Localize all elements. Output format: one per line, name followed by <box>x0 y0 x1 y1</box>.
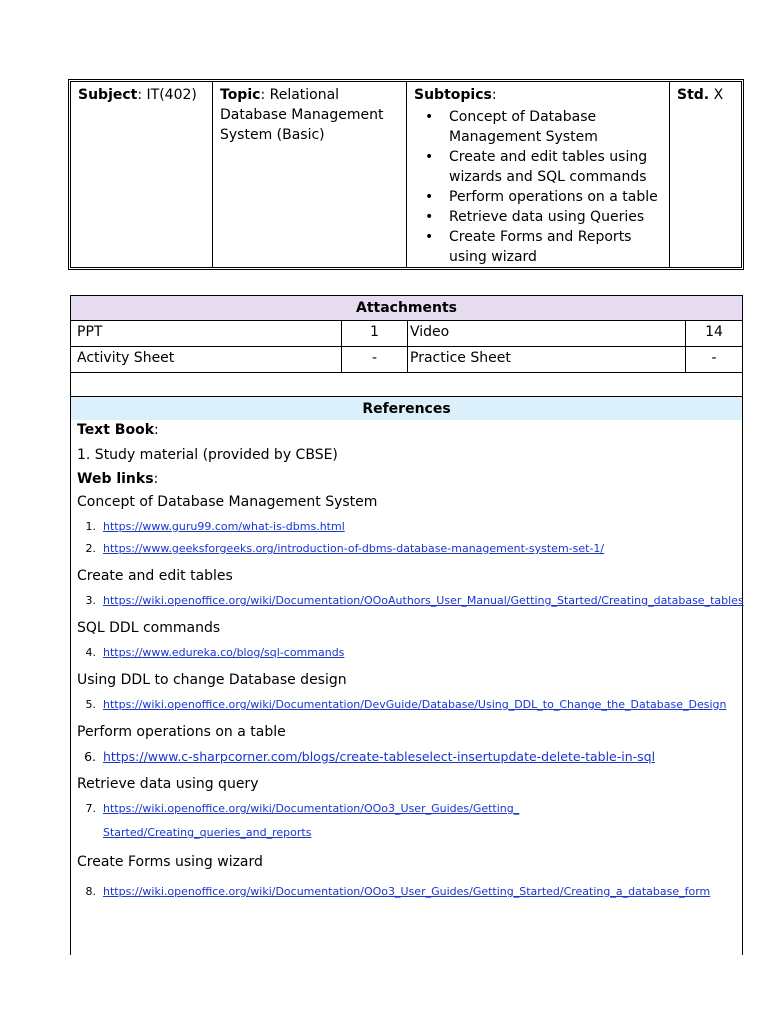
attachments-header: Attachments <box>71 296 742 321</box>
reference-link: 1. https://www.guru99.com/what-is-dbms.html <box>85 520 345 533</box>
attachments-row <box>71 320 742 347</box>
attachment-type: Activity Sheet <box>71 346 342 372</box>
subtopic-item: • Create and edit tables using wizards and SQL commands <box>414 147 669 187</box>
section-heading: Create and edit tables <box>77 568 233 584</box>
reference-url[interactable]: https://www.edureka.co/blog/sql-commands <box>103 646 345 659</box>
reference-url[interactable]: Started/Creating_queries_and_reports <box>103 826 312 839</box>
attachment-type: Practice Sheet <box>408 346 686 372</box>
reference-url[interactable]: https://wiki.openoffice.org/wiki/Documentation/OOo3_User_Guides/Getting_ <box>103 802 520 815</box>
reference-link: 6. https://www.c-sharpcorner.com/blogs/create-tableselect-insertupdate-delete-table-in-sql <box>84 749 656 764</box>
attachments-row <box>71 346 742 373</box>
subtopic-item: • Perform operations on a table <box>414 187 669 207</box>
textbook-heading: Text Book: <box>77 422 159 438</box>
section-heading: Using DDL to change Database design <box>77 672 347 688</box>
topic-value: : Relational <box>260 87 340 103</box>
subtopic-item: • Retrieve data using Queries <box>414 207 669 227</box>
reference-link: 3. https://wiki.openoffice.org/wiki/Documentation/OOoAuthors_User_Manual/Getting_Started/Creating_database_tables <box>85 594 744 607</box>
attachment-count: - <box>342 346 408 372</box>
subtopic-item: • Concept of Database Management System <box>414 107 669 147</box>
reference-link: 2. https://www.geeksforgeeks.org/introduction-of-dbms-database-management-system-set-1/ <box>85 542 605 555</box>
attachment-count: - <box>711 350 717 366</box>
textbook-item: 1. Study material (provided by CBSE) <box>77 447 338 463</box>
course-info-table <box>68 79 744 270</box>
std-value: X <box>709 87 724 103</box>
subject-value: : IT(402) <box>137 87 197 103</box>
subtopics-list <box>414 107 669 267</box>
attachment-count: 1 <box>342 320 408 346</box>
reference-url[interactable]: https://www.guru99.com/what-is-dbms.html <box>103 520 345 533</box>
reference-url[interactable]: https://www.c-sharpcorner.com/blogs/create-tableselect-insertupdate-delete-table-in-sql <box>103 749 656 764</box>
attachment-count: 14 <box>705 324 723 340</box>
reference-url[interactable]: https://wiki.openoffice.org/wiki/Documentation/OOoAuthors_User_Manual/Getting_Started/Creating_database_tables <box>103 594 744 607</box>
reference-url[interactable]: https://www.geeksforgeeks.org/introduction-of-dbms-database-management-system-set-1/ <box>103 542 605 555</box>
reference-link: 5. https://wiki.openoffice.org/wiki/Documentation/DevGuide/Database/Using_DDL_to_Change_the_Database_Design <box>85 698 727 711</box>
topic-cell <box>213 82 407 267</box>
reference-link: 4. https://www.edureka.co/blog/sql-commands <box>85 646 345 659</box>
topic-value: System (Basic) <box>220 127 325 143</box>
subtopic-item: • Create Forms and Reports using wizard <box>414 227 669 267</box>
reference-link: 8. https://wiki.openoffice.org/wiki/Documentation/OOo3_User_Guides/Getting_Started/Creating_a_database_form <box>85 885 711 898</box>
topic-label: Topic <box>220 87 261 103</box>
attachments-references-table <box>70 295 743 955</box>
subtopics-label: Subtopics <box>414 87 492 103</box>
section-heading: SQL DDL commands <box>77 620 221 636</box>
std-label: Std. <box>677 87 710 103</box>
subject-cell <box>71 82 213 267</box>
references-header: References <box>71 397 742 420</box>
attachment-type: Video <box>408 320 686 346</box>
subject-label: Subject <box>78 87 138 103</box>
reference-link: 7. https://wiki.openoffice.org/wiki/Documentation/OOo3_User_Guides/Getting_ <box>85 802 520 815</box>
attachment-type: PPT <box>71 320 342 346</box>
reference-link-continued <box>77 825 311 841</box>
topic-value: Database Management <box>220 107 384 123</box>
section-heading: Retrieve data using query <box>77 776 259 792</box>
reference-url[interactable]: https://wiki.openoffice.org/wiki/Documentation/DevGuide/Database/Using_DDL_to_Change_the_Database_Design <box>103 698 727 711</box>
section-heading: Concept of Database Management System <box>77 494 378 510</box>
section-heading: Create Forms using wizard <box>77 854 263 870</box>
std-cell <box>670 82 741 267</box>
blank-row <box>71 372 742 397</box>
subtopics-cell: Subtopics: • Concept of Database Management System • Create and edit tables using wizards and SQL commands • Perform operations on a table • Retrieve data using Queries • Create Forms and Reports using wizard <box>407 82 670 267</box>
section-heading: Perform operations on a table <box>77 724 286 740</box>
weblinks-heading: Web links: <box>77 471 159 487</box>
reference-url[interactable]: https://wiki.openoffice.org/wiki/Documentation/OOo3_User_Guides/Getting_Started/Creating_a_database_form <box>103 885 711 898</box>
